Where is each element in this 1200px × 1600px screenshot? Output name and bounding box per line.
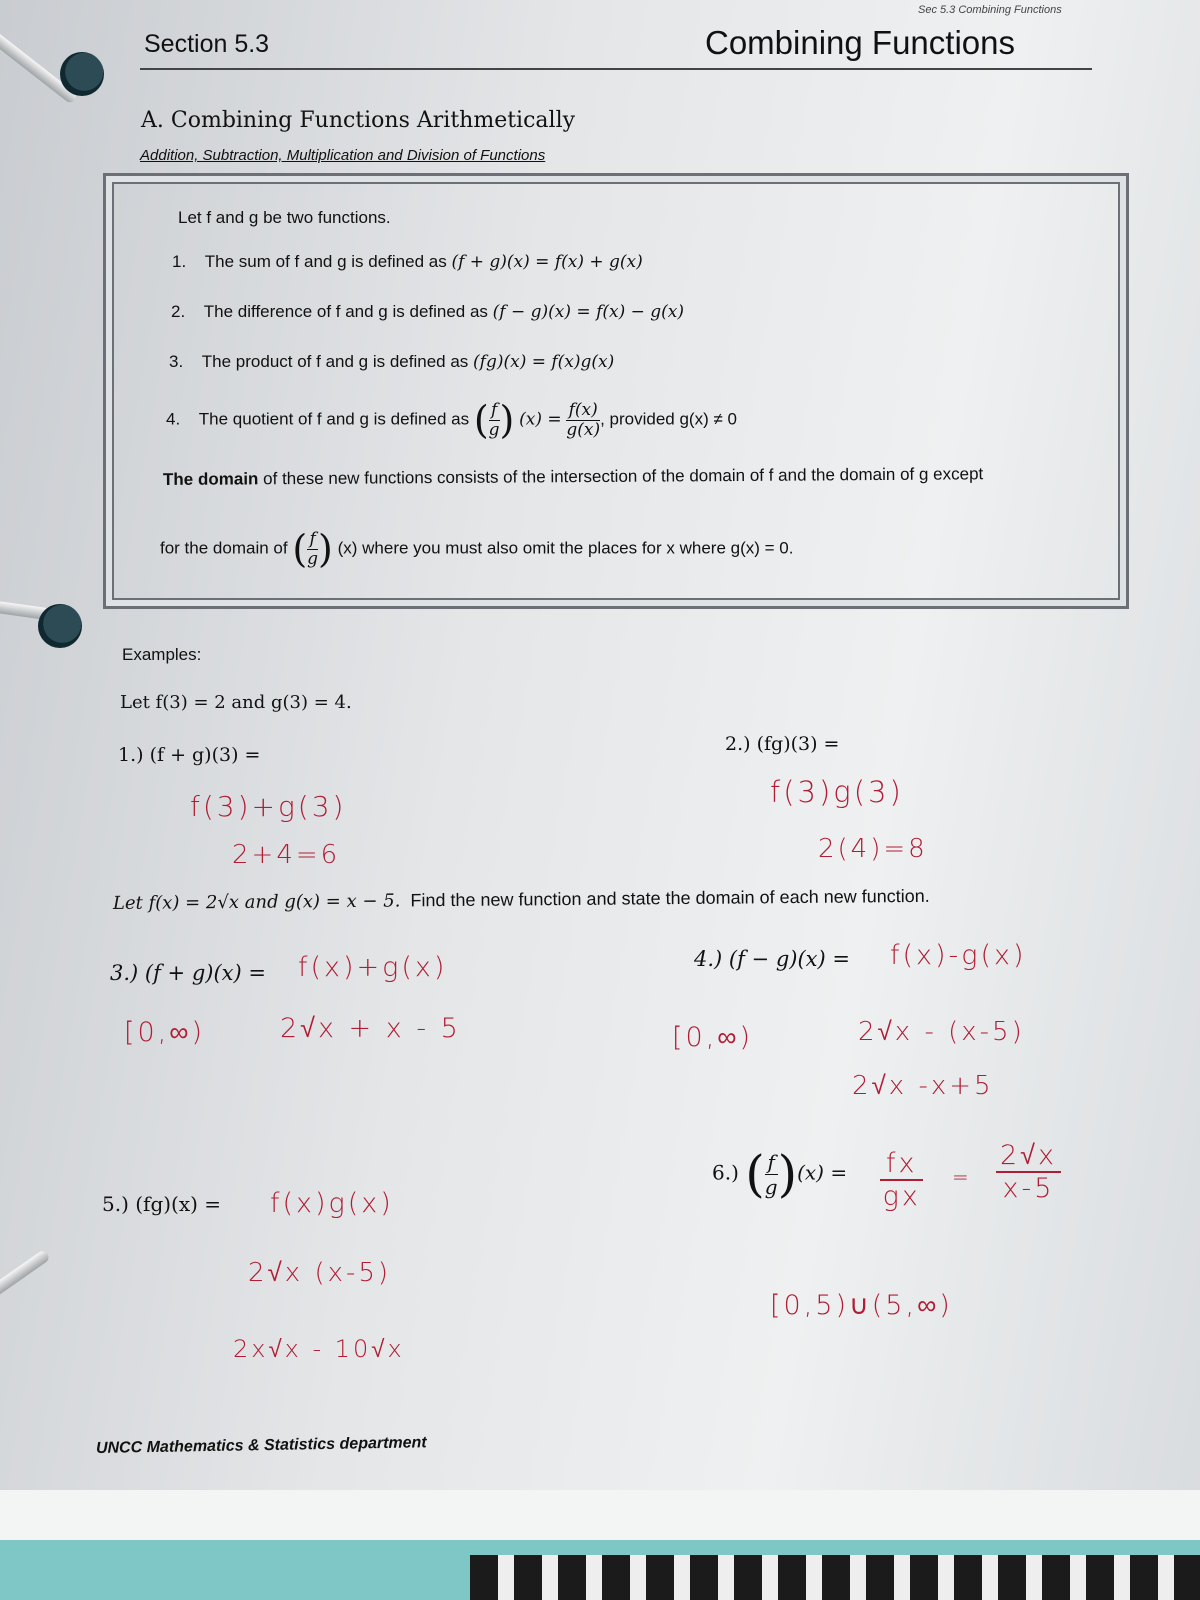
provided-text: , provided g(x) ≠ 0 <box>600 409 737 429</box>
left-paren: ( <box>473 398 489 442</box>
item-formula: (fg)(x) = f(x)g(x) <box>473 352 615 372</box>
example-3-domain: [0,∞) <box>124 1017 206 1048</box>
example-6-x: (x) = <box>797 1160 848 1185</box>
definition-item-sum <box>172 252 643 272</box>
example-1-prompt: 1.) (f + g)(3) = <box>118 744 261 766</box>
definition-item-difference <box>171 302 684 322</box>
quotient-fraction: $\frac{f(x)}{g(x)}$ <box>566 399 601 440</box>
definition-intro: Let f and g be two functions. <box>178 208 391 227</box>
item-text: The difference of f and g is defined as <box>203 302 488 321</box>
f-over-g: $\frac{f}{g}$ <box>764 1149 778 1199</box>
binder-ring-top <box>60 52 104 96</box>
examples-label: Examples: <box>122 645 202 664</box>
definition-item-product <box>169 352 614 372</box>
example-6-result-fraction: 2√x x-5 <box>996 1140 1061 1204</box>
example-4-prompt: 4.) (f − g)(x) = <box>694 947 850 971</box>
examples-given: Let f(3) = 2 and g(3) = 4. <box>120 692 352 713</box>
given-instructions: Find the new function and state the domain of each new function. <box>410 885 930 911</box>
example-4-work-line-1: f(x)-g(x) <box>890 940 1027 971</box>
section-label: Section 5.3 <box>144 30 270 58</box>
left-paren: ( <box>745 1145 765 1203</box>
domain-text: of these new functions consists of the intersection of the domain of f and the domain of g except <box>263 464 984 489</box>
example-1-work-line-2: 2+4=6 <box>232 840 341 870</box>
left-paren: ( <box>292 527 308 571</box>
item-text: The sum of f and g is defined as <box>204 252 447 271</box>
example-5-work-line-2: 2√x (x-5) <box>248 1258 392 1288</box>
domain-line-2 <box>160 527 793 571</box>
page-title: Combining Functions <box>705 24 1015 61</box>
binder-ring-middle <box>38 604 82 648</box>
example-5-work-line-1: f(x)g(x) <box>270 1188 394 1219</box>
example-1-work-line-1: f(3)+g(3) <box>190 790 347 823</box>
domain-text-a: for the domain of <box>160 538 288 558</box>
right-paren: ) <box>318 527 333 571</box>
example-4-work-line-2: 2√x - (x-5) <box>858 1017 1025 1047</box>
item-formula: (f − g)(x) = f(x) − g(x) <box>492 302 684 322</box>
f-over-g: $\frac{f}{g}$ <box>307 528 319 569</box>
item-number: 3. <box>169 352 184 371</box>
given-functions: Let f(x) = 2√x and g(x) = x − 5. <box>112 890 401 914</box>
example-3-work-line-2: 2√x + x - 5 <box>280 1013 461 1044</box>
domain-bold: The domain <box>162 469 259 489</box>
example-4-work-line-3: 2√x -x+5 <box>852 1071 994 1101</box>
binder-ring-wire-bottom <box>0 1249 51 1299</box>
part-a-subheading: Addition, Subtraction, Multiplication and Division of Functions <box>140 147 546 164</box>
example-6-number: 6.) <box>712 1160 739 1185</box>
part-a-heading: A. Combining Functions Arithmetically <box>141 108 576 133</box>
footer-department: UNCC Mathematics & Statistics department <box>95 1434 427 1457</box>
item-formula: (f + g)(x) = f(x) + g(x) <box>451 252 643 272</box>
example-3-work-line-1: f(x)+g(x) <box>298 952 448 983</box>
item-number: 4. <box>166 409 181 429</box>
corner-header: Sec 5.3 Combining Functions <box>918 4 1062 16</box>
example-2-work-line-2: 2(4)=8 <box>818 834 928 864</box>
example-2-work-line-1: f(3)g(3) <box>770 775 904 809</box>
item-number: 2. <box>171 302 186 321</box>
item-text: The quotient of f and g is defined as <box>198 409 470 429</box>
example-3-prompt: 3.) (f + g)(x) = <box>110 961 266 985</box>
definition-item-quotient <box>166 398 737 442</box>
striped-cloth <box>470 1555 1200 1600</box>
example-2-prompt: 2.) (fg)(3) = <box>725 733 840 755</box>
example-6-prompt <box>712 1145 847 1203</box>
example-5-work-line-3: 2x√x - 10√x <box>233 1335 405 1363</box>
example-5-prompt: 5.) (fg)(x) = <box>102 1192 222 1216</box>
header-rule <box>140 68 1092 70</box>
example-6-work-fraction: fx gx <box>880 1148 923 1212</box>
example-4-domain: [0,∞) <box>672 1022 754 1053</box>
domain-text-b: (x) where you must also omit the places for x where g(x) = 0. <box>337 538 794 558</box>
example-6-domain: [0,5)∪(5,∞) <box>770 1290 953 1321</box>
item-text: The product of f and g is defined as <box>201 352 469 371</box>
example-6-equals: = <box>952 1165 972 1189</box>
item-x: (x) = <box>519 409 562 430</box>
examples-given-2 <box>113 886 930 914</box>
f-over-g: $\frac{f}{g}$ <box>488 399 500 440</box>
right-paren: ) <box>777 1145 798 1203</box>
item-number: 1. <box>172 252 187 271</box>
right-paren: ) <box>499 398 515 442</box>
